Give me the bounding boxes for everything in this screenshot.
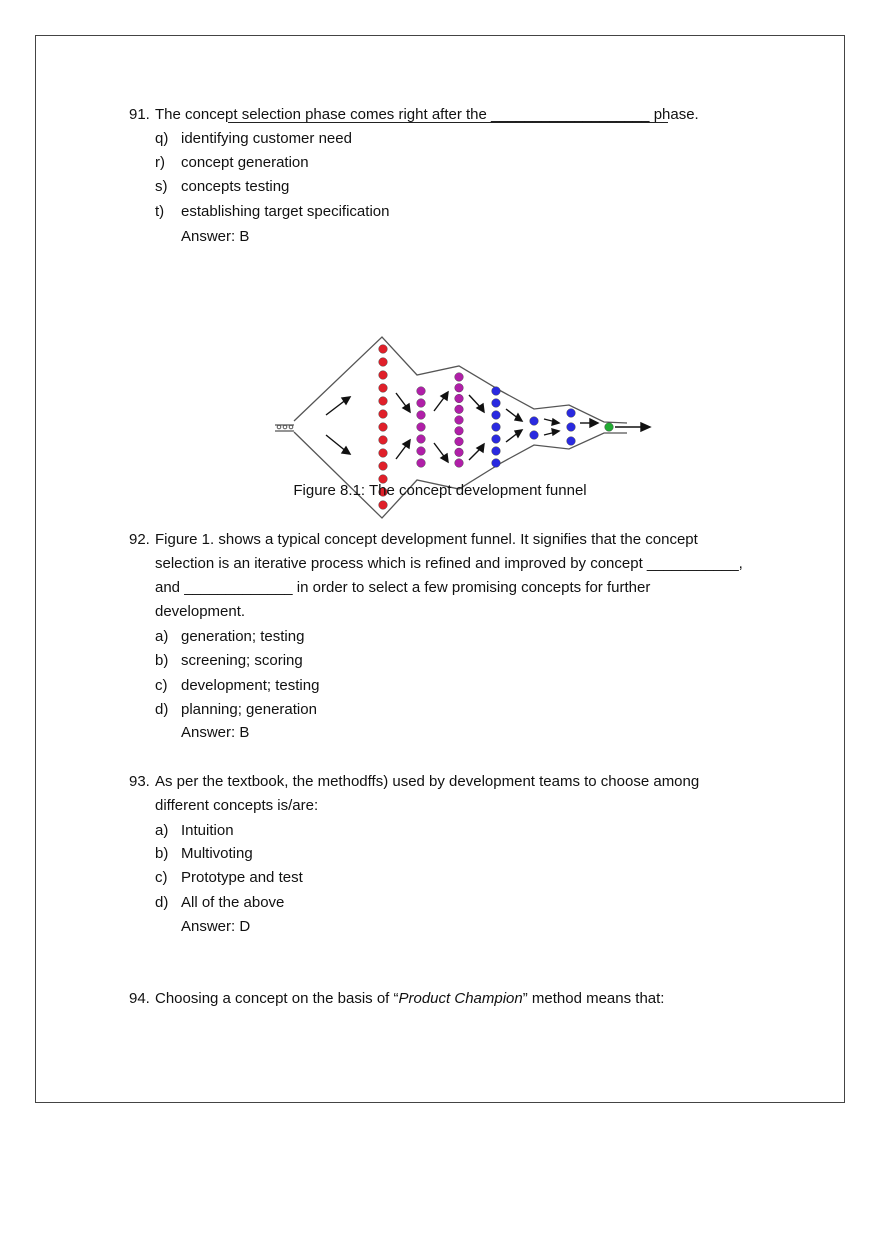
q92-option-letter: c): [155, 677, 168, 694]
concept-dot: [417, 411, 426, 420]
q93-stem-line: different concepts is/are:: [155, 797, 319, 814]
concept-dot: [417, 423, 426, 432]
concept-dot: [492, 387, 501, 396]
concept-dot: [492, 447, 501, 456]
concept-dot: [530, 417, 539, 426]
q94-stem: [155, 990, 664, 1008]
concept-dot: [567, 437, 576, 446]
concept-dot: [567, 409, 576, 418]
concept-dot: [455, 394, 464, 403]
q91-answer: Answer: B: [181, 228, 250, 245]
q92-answer: Answer: B: [181, 724, 250, 741]
concept-dot: [379, 358, 388, 367]
q93-option-text: Multivoting: [181, 845, 253, 862]
concept-dot: [417, 459, 426, 468]
q91-option-text: establishing target specification: [181, 203, 390, 220]
q92-stem-line: development.: [155, 603, 246, 620]
concept-dot: [455, 416, 464, 425]
concept-dot: [492, 459, 501, 468]
concept-dot: [455, 459, 464, 468]
q92-stem-line: Figure 1. shows a typical concept development funnel. It signifies that the concept: [155, 531, 698, 548]
concept-dot: [379, 384, 388, 393]
q92-option-letter: b): [155, 652, 169, 669]
concept-dot: [492, 435, 501, 444]
concept-dot: [417, 387, 426, 396]
q91-option-letter: r): [155, 154, 165, 171]
concept-dot: [530, 431, 539, 440]
concept-dot: [417, 435, 426, 444]
concept-dot: [379, 449, 388, 458]
q94-number: 94.: [129, 990, 150, 1007]
concept-dot: [455, 437, 464, 446]
q91-option-letter: s): [155, 178, 168, 195]
q93-number: 93.: [129, 773, 150, 790]
concept-dot: [567, 423, 576, 432]
q92-option-text: development; testing: [181, 677, 320, 694]
concept-dot: [455, 427, 464, 436]
q92-stem-line: and _____________ in order to select a few promising concepts for further: [155, 579, 651, 596]
concept-dot: [379, 501, 388, 510]
q92-option-letter: d): [155, 701, 169, 718]
concept-dot: [455, 448, 464, 457]
q94-stem-pre: Choosing a concept on the basis of “: [155, 990, 399, 1007]
q93-option-letter: b): [155, 845, 169, 862]
q91-stem: The concept selection phase comes right after the ___________________ phase.: [155, 106, 699, 123]
concept-dot: [455, 373, 464, 382]
concept-dot: [379, 423, 388, 432]
selected-concept-dot: [605, 423, 614, 432]
q93-stem-line: As per the textbook, the methodffs) used by development teams to choose among: [155, 773, 700, 790]
q91-option-text: concept generation: [181, 154, 309, 171]
concept-dot: [379, 371, 388, 380]
q94-stem-italic: Product Champion: [398, 990, 523, 1007]
concept-dot: [417, 447, 426, 456]
concept-dot: [379, 397, 388, 406]
concept-dot: [492, 423, 501, 432]
q92-option-text: screening; scoring: [181, 652, 303, 669]
concept-dot: [455, 405, 464, 414]
q93-option-text: All of the above: [181, 894, 285, 911]
figure-caption: Figure 8.1: The concept development funnel: [293, 482, 587, 499]
flow-arrows: [326, 392, 650, 462]
q92-option-text: planning; generation: [181, 701, 317, 718]
q94-stem-post: ” method means that:: [522, 990, 665, 1007]
q92-option-letter: a): [155, 628, 169, 645]
concept-dot: [455, 384, 464, 393]
input-stack-icon: [277, 425, 293, 429]
concept-dot: [379, 462, 388, 471]
q91-option-text: concepts testing: [181, 178, 290, 195]
q92-stem-line: selection is an iterative process which is refined and improved by concept ___________,: [155, 555, 743, 572]
q93-option-text: Prototype and test: [181, 869, 303, 886]
q91-option-letter: q): [155, 130, 169, 147]
q92-number: 92.: [129, 531, 150, 548]
q91-option-letter: t): [155, 203, 165, 220]
q91-option-text: identifying customer need: [181, 130, 352, 147]
concept-dot: [379, 436, 388, 445]
concept-dot: [379, 410, 388, 419]
concept-dot: [417, 399, 426, 408]
q93-option-letter: c): [155, 869, 168, 886]
q91-underline: [228, 122, 668, 123]
concept-dot: [492, 399, 501, 408]
q93-option-letter: d): [155, 894, 169, 911]
concept-dot: [379, 345, 388, 354]
q93-answer: Answer: D: [181, 918, 251, 935]
q93-option-letter: a): [155, 822, 169, 839]
concept-dot: [492, 411, 501, 420]
q92-option-text: generation; testing: [181, 628, 305, 645]
q93-option-text: Intuition: [181, 822, 234, 839]
q91-number: 91.: [129, 106, 150, 123]
